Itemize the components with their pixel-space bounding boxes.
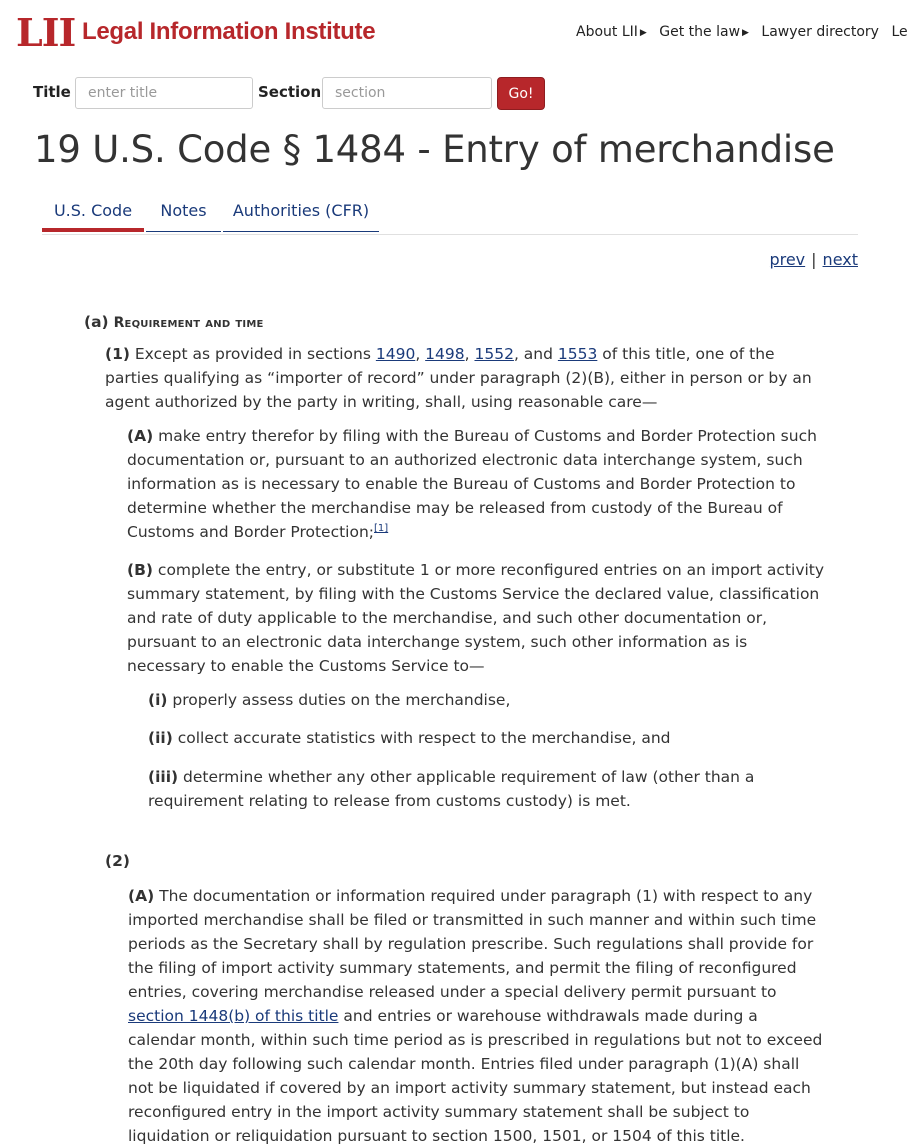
- section-input[interactable]: [322, 77, 492, 109]
- pager: [769, 250, 858, 269]
- title-label: Title: [33, 83, 71, 101]
- subsection-number: (a): [84, 313, 109, 331]
- paragraph-a1: (1) Except as provided in sections 1490, 1498, 1552, and 1553 of this title, one of the parties qualifying as “importer of record” under paragraph (2)(B), either in person or by an agent authorized by the party in writing, shall, using reasonable care—: [105, 345, 812, 411]
- tab-us-code[interactable]: U.S. Code: [42, 196, 144, 232]
- section-label: Section: [258, 83, 322, 101]
- nav-about-lii[interactable]: About LII ▶: [576, 24, 647, 40]
- go-button[interactable]: Go!: [497, 77, 545, 110]
- subsection-a-heading: [84, 310, 264, 335]
- tab-notes[interactable]: Notes: [146, 196, 221, 232]
- next-link[interactable]: next: [822, 250, 858, 269]
- top-nav: [576, 24, 916, 40]
- subparagraph-number: (A): [128, 887, 155, 905]
- paragraph-number: (1): [105, 345, 130, 363]
- tab-authorities-cfr[interactable]: Authorities (CFR): [223, 196, 379, 232]
- clause-number: (ii): [148, 729, 173, 747]
- title-input[interactable]: [75, 77, 253, 109]
- paragraph-number: (2): [105, 852, 130, 870]
- lii-logo-mark[interactable]: LII: [16, 10, 76, 55]
- page-title: 19 U.S. Code § 1484 - Entry of merchandise: [34, 128, 835, 171]
- link-section-1553[interactable]: 1553: [557, 345, 598, 363]
- subparagraph-number: (B): [127, 561, 153, 579]
- prev-link[interactable]: prev: [769, 250, 806, 269]
- clause-number: (iii): [148, 768, 179, 786]
- link-section-1498[interactable]: 1498: [425, 345, 465, 363]
- footnote-link[interactable]: [1]: [374, 522, 389, 534]
- nav-truncated-item[interactable]: Le: [891, 24, 908, 40]
- subparagraph-a1B: (B) complete the entry, or substitute 1 or more reconfigured entries on an import activity summary statement, by filing with the Customs Service the declared value, classification and rate of duty applicable to the merchandise, and such other documentation or, pursuant to an electronic data interchange system, such other information as is necessary to enable the Customs Service to—: [127, 561, 825, 675]
- lii-logo-text[interactable]: Legal Information Institute: [82, 18, 376, 45]
- link-section-1552[interactable]: 1552: [474, 345, 514, 363]
- subparagraph-a1A: (A) make entry therefor by filing with the Bureau of Customs and Border Protection such documentation or, pursuant to an authorized electronic data interchange system, such information as is necessary to enable the Bureau of Customs and Border Protection to determine whether the merchandise may be released from custody of the Bureau of Customs and Border Protection;[1]: [127, 427, 817, 541]
- clause-a1Bi: (i) properly assess duties on the merchandise,: [148, 691, 511, 709]
- pager-separator: |: [811, 250, 817, 269]
- subparagraph-number: (A): [127, 427, 154, 445]
- nav-lawyer-directory[interactable]: Lawyer directory: [761, 24, 879, 40]
- subparagraph-a2A: (A) The documentation or information required under paragraph (1) with respect to any imported merchandise shall be filed or transmitted in such manner and within such time periods as the Secretary shall by regulation prescribe. Such regulations shall provide for the filing of import activity summary statements, and permit the filing of reconfigured entries, covering merchandise released under a special delivery permit pursuant to section 1448(b) of this title and entries or warehouse withdrawals made during a calendar month, within such time period as is prescribed in regulations but not to exceed the 20th day following such calendar month. Entries filed under paragraph (1)(A) shall not be liquidated if covered by an import activity summary statement, but instead each reconfigured entry in the import activity summary statement shall be subject to liquidation or reliquidation pursuant to section 1500, 1501, or 1504 of this title.: [128, 887, 823, 1145]
- link-section-1448b[interactable]: section 1448(b) of this title: [128, 1007, 339, 1025]
- caret-right-icon: ▶: [742, 28, 749, 38]
- subsection-heading: Requirement and time: [113, 315, 264, 331]
- link-section-1490[interactable]: 1490: [375, 345, 416, 363]
- clause-a1Bii: (ii) collect accurate statistics with respect to the merchandise, and: [148, 729, 671, 747]
- clause-a1Biii: (iii) determine whether any other applicable requirement of law (other than a requirement relating to release from customs custody) is met.: [148, 768, 755, 810]
- paragraph-a2: [105, 849, 130, 873]
- clause-number: (i): [148, 691, 168, 709]
- caret-right-icon: ▶: [639, 28, 647, 38]
- section-tabs: [42, 196, 858, 235]
- nav-get-the-law[interactable]: Get the law ▶: [659, 24, 749, 40]
